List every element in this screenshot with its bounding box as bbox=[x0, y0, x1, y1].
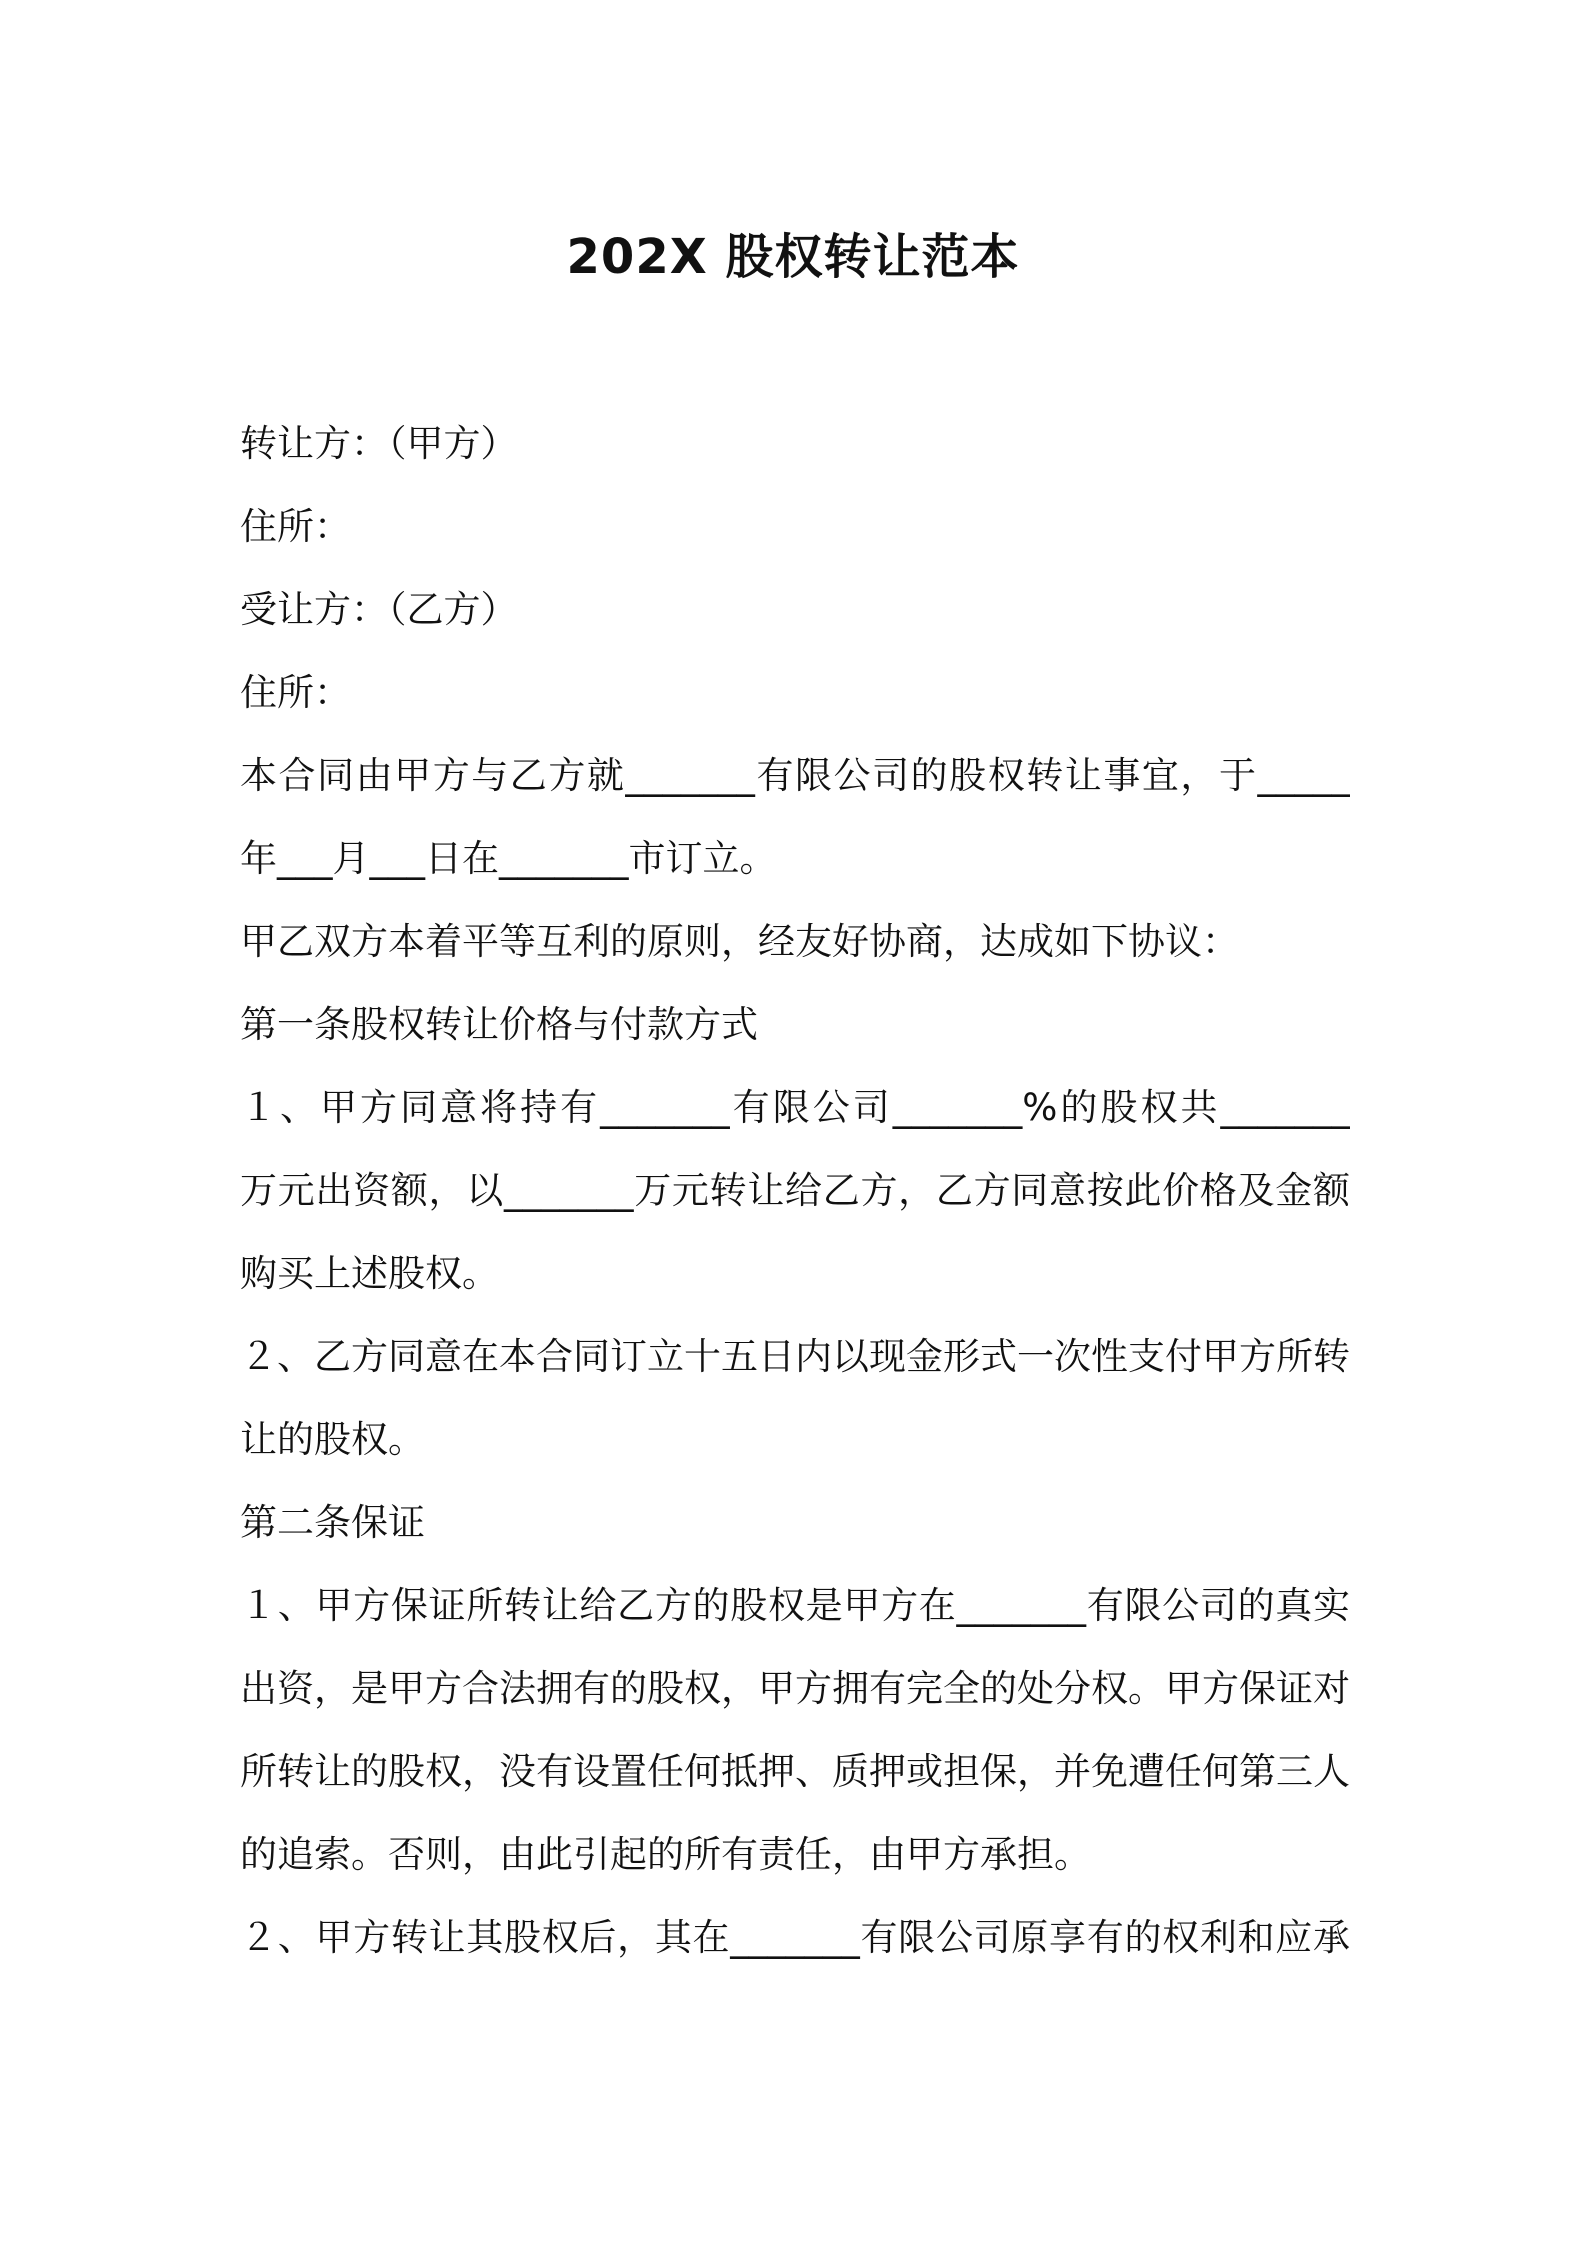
document-body bbox=[240, 402, 1350, 1979]
article-1-clause-1-line-3: 购买上述股权。 bbox=[240, 1252, 499, 1295]
article-2-heading: 第二条保证 bbox=[240, 1501, 425, 1544]
article-2-clause-2-line-1: ２、甲方转让其股权后，其在_______有限公司原享有的权利和应承 bbox=[240, 1916, 1350, 1959]
article-1-clause-2-line-2: 让的股权。 bbox=[240, 1418, 425, 1461]
article-1-clause-1-line-2: 万元出资额，以_______万元转让给乙方，乙方同意按此价格及金额 bbox=[240, 1169, 1350, 1212]
article-2-clause-1-line-2: 出资，是甲方合法拥有的股权，甲方拥有完全的处分权。甲方保证对 bbox=[240, 1667, 1350, 1710]
transferor-line: 转让方：（甲方） bbox=[240, 422, 518, 465]
contract-intro-line: 本合同由甲方与乙方就_______有限公司的股权转让事宜，于_____ bbox=[240, 754, 1350, 797]
article-2-clause-1-line-1: １、甲方保证所转让给乙方的股权是甲方在_______有限公司的真实 bbox=[240, 1584, 1350, 1627]
document-title: 202X 股权转让范本 bbox=[566, 229, 1020, 285]
agreement-principle-line: 甲乙双方本着平等互利的原则，经友好协商，达成如下协议： bbox=[240, 920, 1239, 963]
article-1-clause-1-line-1: １、甲方同意将持有_______有限公司_______%的股权共_______ bbox=[240, 1086, 1350, 1129]
article-2-clause-1-line-4: 的追索。否则，由此引起的所有责任，由甲方承担。 bbox=[240, 1833, 1091, 1876]
transferor-address-line: 住所： bbox=[240, 505, 351, 548]
contract-date-line: 年___月___日在_______市订立。 bbox=[240, 837, 777, 880]
article-1-clause-2-line-1: ２、乙方同意在本合同订立十五日内以现金形式一次性支付甲方所转 bbox=[240, 1335, 1350, 1378]
article-2-clause-1-line-3: 所转让的股权，没有设置任何抵押、质押或担保，并免遭任何第三人 bbox=[240, 1750, 1350, 1793]
article-1-heading: 第一条股权转让价格与付款方式 bbox=[240, 1003, 758, 1046]
transferee-line: 受让方：（乙方） bbox=[240, 588, 518, 631]
transferee-address-line: 住所： bbox=[240, 671, 351, 714]
